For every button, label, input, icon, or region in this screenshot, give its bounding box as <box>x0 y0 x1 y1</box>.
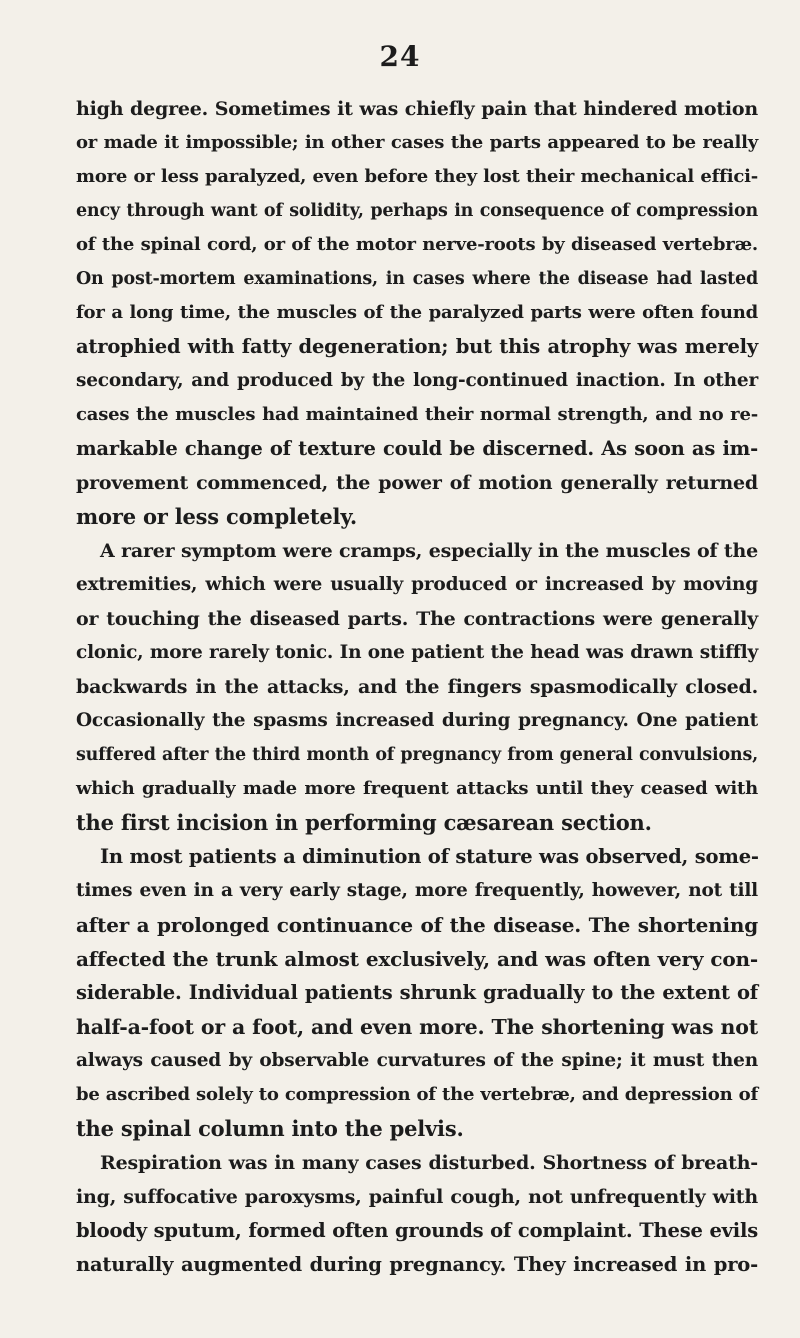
text-line: A rarer symptom were cramps, especially in the muscles of the <box>100 540 758 562</box>
text-line: extremities, which were usually produced or increased by moving <box>76 574 758 595</box>
text-line: naturally augmented during pregnancy. They increased in pro- <box>76 1253 758 1276</box>
text-line: the spinal column into the pelvis. <box>76 1116 464 1141</box>
text-line: affected the trunk almost exclusively, and was often very con- <box>76 947 758 971</box>
text-line: provement commenced, the power of motion generally returned <box>76 472 758 494</box>
text-line: Respiration was in many cases disturbed. Shortness of breath- <box>100 1152 758 1174</box>
text-line: cases the muscles had maintained their normal strength, and no re- <box>76 404 758 425</box>
paragraph-2 <box>76 534 758 840</box>
text-line: high degree. Sometimes it was chiefly pain that hindered motion <box>76 98 758 120</box>
paragraph-4 <box>76 1146 758 1282</box>
text-line: secondary, and produced by the long-continued inaction. In other <box>76 370 758 391</box>
text-line: which gradually made more frequent attacks until they ceased with <box>76 778 758 799</box>
text-line: or touching the diseased parts. The contractions were generally <box>76 608 758 630</box>
text-line: after a prolonged continuance of the disease. The shortening <box>76 913 758 937</box>
text-line: suffered after the third month of pregnancy from general convulsions, <box>76 745 758 765</box>
text-line: half-a-foot or a foot, and even more. The shortening was not <box>76 1015 758 1039</box>
paragraph-3 <box>76 840 758 1146</box>
paragraph-1 <box>76 92 758 534</box>
text-line: siderable. Individual patients shrunk gradually to the extent of <box>76 981 758 1004</box>
text-line: the first incision in performing cæsarean section. <box>76 810 652 835</box>
text-line: always caused by observable curvatures of the spine; it must then <box>76 1050 758 1071</box>
text-line: for a long time, the muscles of the paralyzed parts were often found <box>76 302 758 323</box>
text-line: bloody sputum, formed often grounds of complaint. These evils <box>76 1219 758 1242</box>
text-line: markable change of texture could be discerned. As soon as im- <box>76 437 758 460</box>
text-line: of the spinal cord, or of the motor nerve-roots by diseased vertebræ. <box>76 234 758 255</box>
text-line: atrophied with fatty degeneration; but this atrophy was merely <box>76 335 758 358</box>
text-line: more or less completely. <box>76 504 358 529</box>
text-line: ency through want of solidity, perhaps in consequence of compression <box>76 201 758 221</box>
text-line: or made it impossible; in other cases the parts appeared to be really <box>76 132 758 153</box>
text-line: In most patients a diminution of stature was observed, some- <box>100 845 759 868</box>
text-line: Occasionally the spasms increased during pregnancy. One patient <box>76 710 758 731</box>
text-line: clonic, more rarely tonic. In one patient the head was drawn stiffly <box>76 642 758 663</box>
text-line: ing, suffocative paroxysms, painful cough, not unfrequently with <box>76 1186 758 1208</box>
text-line: On post-mortem examinations, in cases where the disease had lasted <box>76 269 758 289</box>
text-line: times even in a very early stage, more frequently, however, not till <box>76 880 758 901</box>
text-line: more or less paralyzed, even before they lost their mechanical effici- <box>76 166 758 187</box>
page-number: 24 <box>379 40 421 73</box>
body-text <box>76 92 758 1282</box>
text-line: be ascribed solely to compression of the vertebræ, and depression of <box>76 1084 758 1105</box>
text-line: backwards in the attacks, and the fingers spasmodically closed. <box>76 676 758 698</box>
